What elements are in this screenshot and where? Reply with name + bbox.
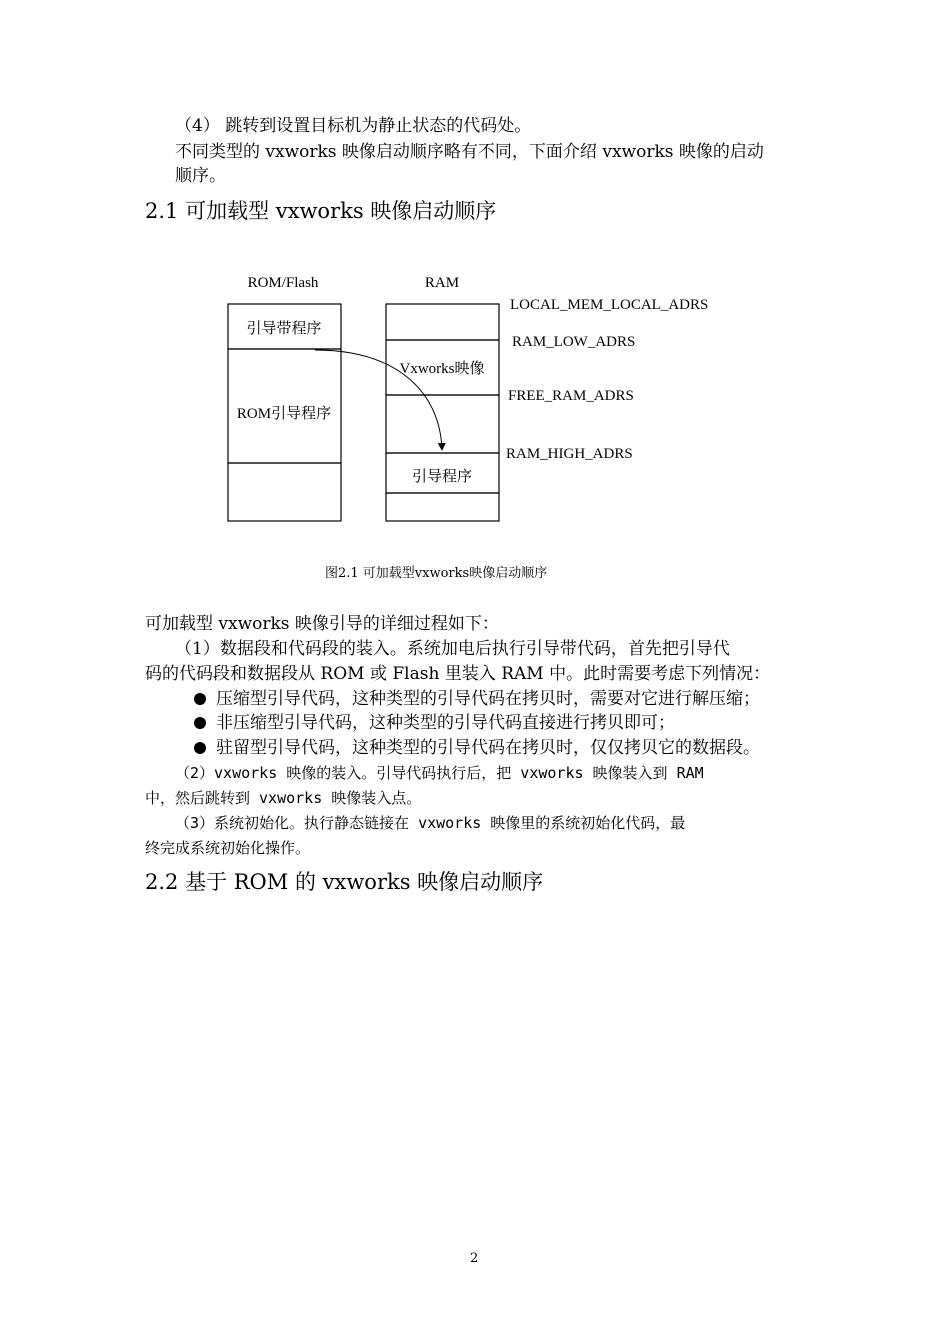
label-free-ram-adrs: FREE_RAM_ADRS	[508, 388, 634, 404]
bullet-icon	[194, 717, 206, 729]
page-number: 2	[470, 1251, 479, 1266]
step1-line-1: （1）数据段和代码段的装入。系统加电后执行引导带代码，首先把引导代	[175, 639, 730, 659]
intro-line-3: 顺序。	[175, 166, 226, 186]
bullet-item-1	[194, 687, 760, 711]
ram-block-vxworks-label: Vxworks映像	[399, 361, 485, 377]
section-heading-2-1: 2.1 可加载型 vxworks 映像启动顺序	[145, 199, 497, 223]
boot-sequence-diagram	[0, 260, 950, 560]
ram-block-free	[386, 395, 499, 453]
intro-line-2: 不同类型的 vxworks 映像启动顺序略有不同，下面介绍 vxworks 映像的启动	[175, 142, 764, 162]
step2-line-2: 中，然后跳转到 vxworks 映像装入点。	[145, 789, 422, 807]
body-intro: 可加载型 vxworks 映像引导的详细过程如下：	[145, 614, 499, 634]
bullet-item-3	[194, 736, 760, 760]
label-ram-low-adrs: RAM_LOW_ADRS	[512, 334, 636, 350]
bullet-text: 压缩型引导代码，这种类型的引导代码在拷贝时，需要对它进行解压缩；	[216, 689, 760, 709]
step2-line-1: （2）vxworks 映像的装入。引导代码执行后，把 vxworks 映像装入到 RAM	[175, 764, 704, 782]
ram-block-boot-label: 引导程序	[411, 469, 473, 485]
rom-block-empty	[228, 463, 341, 521]
bullet-icon	[194, 742, 206, 754]
label-local-mem-local-adrs: LOCAL_MEM_LOCAL_ADRS	[510, 297, 709, 313]
step3-line-1: （3）系统初始化。执行静态链接在 vxworks 映像里的系统初始化代码，最	[175, 814, 686, 832]
ram-block-bottom	[386, 493, 499, 521]
section-heading-2-2: 2.2 基于 ROM 的 vxworks 映像启动顺序	[145, 870, 544, 894]
rom-flash-column	[228, 304, 341, 521]
rom-column-title: ROM/Flash	[247, 275, 319, 291]
figure-caption: 图2.1 可加载型vxworks映像启动顺序	[325, 566, 548, 581]
bullet-text: 驻留型引导代码，这种类型的引导代码在拷贝时，仅仅拷贝它的数据段。	[216, 738, 760, 758]
step3-line-2: 终完成系统初始化操作。	[145, 839, 311, 857]
ram-column	[386, 304, 499, 521]
intro-line-1: （4） 跳转到设置目标机为静止状态的代码处。	[175, 116, 532, 136]
label-ram-high-adrs: RAM_HIGH_ADRS	[506, 446, 633, 462]
rom-block-rom-boot-label: ROM引导程序	[236, 406, 332, 422]
ram-block-top	[386, 304, 499, 340]
rom-block-bootstrap-label: 引导带程序	[246, 321, 322, 337]
step1-line-2: 码的代码段和数据段从 ROM 或 Flash 里装入 RAM 中。此时需要考虑下列情况：	[145, 664, 771, 684]
ram-column-title: RAM	[424, 275, 460, 291]
bullet-icon	[194, 693, 206, 705]
bullet-text: 非压缩型引导代码，这种类型的引导代码直接进行拷贝即可；	[216, 713, 675, 733]
bullet-item-2	[194, 711, 675, 735]
